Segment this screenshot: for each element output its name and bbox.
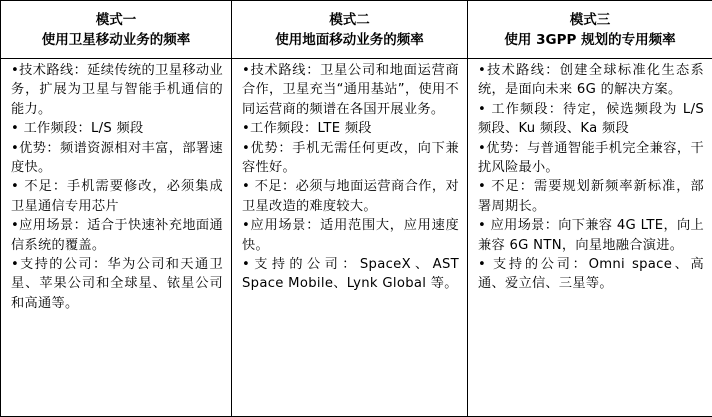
mode-2-frequency-band: •工作频段：LTE 频段	[242, 121, 372, 137]
mode-2-use-cases: •应用场景：适用范围大，应用速度快。	[242, 218, 459, 253]
mode-1-frequency-band: • 工作频段：L/S 频段	[11, 121, 144, 137]
mode-1-header	[1, 1, 232, 59]
mode-2-supporting-companies: •支持的公司：SpaceX、AST Space Mobile、Lynk Global 等。	[242, 257, 459, 292]
mode-1-disadvantages: • 不足：手机需要修改，必须集成卫星通信专用芯片	[11, 179, 223, 214]
header-row	[1, 1, 712, 59]
mode-3-tech-route: •技术路线：创建全球标准化生态系统，是面向未来 6G 的解决方案。	[478, 63, 704, 98]
mode-2-header	[232, 1, 468, 59]
mode-3-frequency-band: • 工作频段：待定，候选频段为 L/S 频段、Ku 频段、Ka 频段	[478, 101, 704, 137]
mode-2-tech-route: •技术路线：卫星公司和地面运营商合作，卫星充当“通用基站”，使用不同运营商的频谱在各国开展业务。	[242, 63, 459, 117]
mode-3-advantages: •优势：与普通智能手机完全兼容，干扰风险最小。	[478, 140, 704, 176]
mode-1-supporting-companies: •支持的公司：华为公司和天通卫星、苹果公司和全球星、铱星公司和高通等。	[11, 257, 223, 311]
mode-3-supporting-companies: • 支持的公司：Omni space、高通、爱立信、三星等。	[478, 257, 704, 292]
mode-3-subtitle: 使用 3GPP 规划的专用频率	[504, 31, 676, 48]
mode-1-subtitle: 使用卫星移动业务的频率	[41, 31, 191, 48]
mode-3-disadvantages: • 不足：需要规划新频率新标准，部署周期长。	[478, 179, 704, 214]
mode-1-use-cases: •应用场景：适合于快速补充地面通信系统的覆盖。	[11, 218, 223, 253]
mode-3-use-cases: • 应用场景：向下兼容 4G LTE，向上兼容 6G NTN，向星地融合演进。	[478, 218, 704, 253]
mode-1-details	[1, 59, 232, 417]
mode-2-title: 模式二	[329, 11, 370, 28]
mode-3-title: 模式三	[569, 11, 611, 28]
mode-1-advantages: •优势：频谱资源相对丰富，部署速度快。	[11, 140, 223, 176]
content-row	[1, 59, 712, 417]
mode-2-details	[232, 59, 468, 417]
mode-2-advantages: •优势：手机无需任何更改，向下兼容性好。	[242, 140, 459, 176]
mode-3-details	[468, 59, 712, 417]
mode-1-tech-route: •技术路线：延续传统的卫星移动业务，扩展为卫星与智能手机通信的能力。	[11, 63, 223, 117]
mode-1-title: 模式一	[95, 11, 137, 28]
mode-2-subtitle: 使用地面移动业务的频率	[275, 31, 424, 48]
mode-2-disadvantages: • 不足：必须与地面运营商合作，对卫星改造的难度较大。	[242, 179, 459, 214]
mode-3-header	[468, 1, 712, 59]
